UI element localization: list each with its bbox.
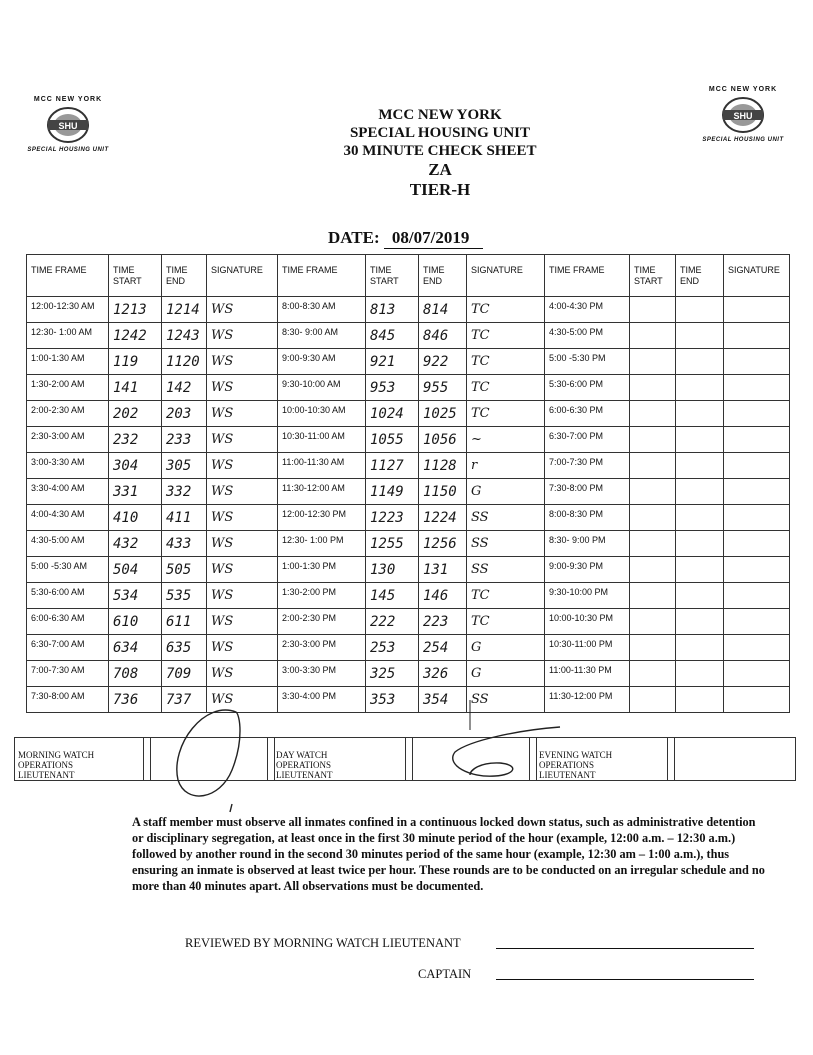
- time-frame-cell: 1:30-2:00 AM: [27, 375, 109, 401]
- time-entry-cell: 955: [419, 375, 467, 401]
- time-entry-cell: 325: [366, 661, 419, 687]
- empty-cell: [630, 661, 676, 687]
- time-frame-cell: 7:00-7:30 AM: [27, 661, 109, 687]
- signature-cell: TC: [467, 609, 545, 635]
- time-entry-cell: 222: [366, 609, 419, 635]
- time-entry-cell: 305: [162, 453, 207, 479]
- signature-tick-icon: [230, 804, 232, 812]
- time-entry-cell: 922: [419, 349, 467, 375]
- time-frame-cell: 4:30-5:00 AM: [27, 531, 109, 557]
- empty-cell: [630, 349, 676, 375]
- empty-cell: [676, 635, 724, 661]
- shu-seal-icon: [720, 95, 766, 135]
- logo-center-text: SHU: [733, 111, 753, 121]
- captain-label: CAPTAIN: [418, 967, 472, 981]
- time-entry-cell: 504: [109, 557, 162, 583]
- time-entry-cell: 433: [162, 531, 207, 557]
- time-entry-cell: 326: [419, 661, 467, 687]
- time-entry-cell: 1213: [109, 297, 162, 323]
- watch-signature-row: [14, 737, 796, 781]
- signature-cell: WS: [207, 479, 278, 505]
- time-entry-cell: 708: [109, 661, 162, 687]
- signature-cell: SS: [467, 687, 545, 713]
- signature-cell: TC: [467, 583, 545, 609]
- table-row: [27, 297, 790, 323]
- time-entry-cell: 505: [162, 557, 207, 583]
- review-label: REVIEWED BY MORNING WATCH LIEUTENANT: [185, 936, 461, 950]
- time-entry-cell: 953: [366, 375, 419, 401]
- empty-cell: [676, 531, 724, 557]
- time-frame-cell: 10:00-10:30 PM: [545, 609, 630, 635]
- time-entry-cell: 1243: [162, 323, 207, 349]
- logo-center-text: SHU: [58, 121, 78, 131]
- signature-cell: TC: [467, 401, 545, 427]
- header-line4: ZA: [428, 160, 452, 179]
- time-entry-cell: 1127: [366, 453, 419, 479]
- time-frame-cell: 12:00-12:30 PM: [278, 505, 366, 531]
- time-frame-cell: 11:00-11:30 AM: [278, 453, 366, 479]
- evening-watch-label: EVENING WATCH OPERATIONS LIEUTENANT: [539, 750, 613, 780]
- signature-cell: WS: [207, 687, 278, 713]
- time-entry-cell: 611: [162, 609, 207, 635]
- time-frame-cell: 3:30-4:00 PM: [278, 687, 366, 713]
- logo-bottom-text: SPECIAL HOUSING UNIT: [702, 137, 784, 143]
- signature-cell: TC: [467, 375, 545, 401]
- time-entry-cell: 535: [162, 583, 207, 609]
- logo-bottom-text: SPECIAL HOUSING UNIT: [27, 147, 109, 153]
- table-row: [27, 427, 790, 453]
- time-entry-cell: 233: [162, 427, 207, 453]
- time-entry-cell: 736: [109, 687, 162, 713]
- empty-cell: [630, 557, 676, 583]
- signature-cell: r: [467, 453, 545, 479]
- empty-cell: [630, 323, 676, 349]
- time-entry-cell: 202: [109, 401, 162, 427]
- time-entry-cell: 1223: [366, 505, 419, 531]
- time-frame-cell: 1:00-1:30 AM: [27, 349, 109, 375]
- time-entry-cell: 146: [419, 583, 467, 609]
- time-frame-cell: 9:00-9:30 PM: [545, 557, 630, 583]
- empty-cell: [724, 583, 790, 609]
- morning-watch-box: [143, 738, 151, 780]
- empty-cell: [676, 687, 724, 713]
- time-frame-cell: 4:00-4:30 PM: [545, 297, 630, 323]
- morning-watch-label: MORNING WATCH OPERATIONS LIEUTENANT: [18, 750, 95, 780]
- empty-cell: [724, 557, 790, 583]
- time-frame-cell: 8:00-8:30 AM: [278, 297, 366, 323]
- time-entry-cell: 354: [419, 687, 467, 713]
- time-frame-cell: 1:00-1:30 PM: [278, 557, 366, 583]
- time-entry-cell: 254: [419, 635, 467, 661]
- table-row: [27, 635, 790, 661]
- column-header: TIME FRAME: [278, 255, 366, 297]
- time-frame-cell: 5:30-6:00 AM: [27, 583, 109, 609]
- column-header: SIGNATURE: [207, 255, 278, 297]
- column-header: SIGNATURE: [724, 255, 790, 297]
- time-entry-cell: 1150: [419, 479, 467, 505]
- empty-cell: [724, 531, 790, 557]
- column-header: TIME END: [162, 255, 207, 297]
- empty-cell: [630, 635, 676, 661]
- signature-cell: WS: [207, 323, 278, 349]
- empty-cell: [676, 453, 724, 479]
- logo-top-text: MCC NEW YORK: [33, 96, 103, 103]
- time-entry-cell: 709: [162, 661, 207, 687]
- time-entry-cell: 1224: [419, 505, 467, 531]
- time-entry-cell: 332: [162, 479, 207, 505]
- time-frame-cell: 9:30-10:00 PM: [545, 583, 630, 609]
- time-frame-cell: 4:00-4:30 AM: [27, 505, 109, 531]
- time-entry-cell: 846: [419, 323, 467, 349]
- day-watch-box-left: [267, 738, 275, 780]
- time-entry-cell: 635: [162, 635, 207, 661]
- empty-cell: [676, 557, 724, 583]
- time-entry-cell: 130: [366, 557, 419, 583]
- time-entry-cell: 845: [366, 323, 419, 349]
- day-watch-label: DAY WATCH OPERATIONS LIEUTENANT: [276, 750, 333, 780]
- time-frame-cell: 3:30-4:00 AM: [27, 479, 109, 505]
- time-entry-cell: 131: [419, 557, 467, 583]
- empty-cell: [724, 323, 790, 349]
- empty-cell: [724, 479, 790, 505]
- signature-cell: WS: [207, 583, 278, 609]
- time-frame-cell: 8:30- 9:00 AM: [278, 323, 366, 349]
- time-entry-cell: 331: [109, 479, 162, 505]
- signature-cell: G: [467, 635, 545, 661]
- empty-cell: [630, 375, 676, 401]
- empty-cell: [724, 375, 790, 401]
- time-entry-cell: 634: [109, 635, 162, 661]
- time-entry-cell: 253: [366, 635, 419, 661]
- table-row: [27, 453, 790, 479]
- table-row: [27, 375, 790, 401]
- column-header: TIME FRAME: [27, 255, 109, 297]
- time-entry-cell: 1024: [366, 401, 419, 427]
- signature-cell: TC: [467, 297, 545, 323]
- time-entry-cell: 1214: [162, 297, 207, 323]
- signature-cell: ~: [467, 427, 545, 453]
- signature-cell: SS: [467, 557, 545, 583]
- empty-cell: [724, 687, 790, 713]
- signature-cell: WS: [207, 401, 278, 427]
- header-line3: 30 MINUTE CHECK SHEET: [343, 143, 537, 159]
- time-entry-cell: 610: [109, 609, 162, 635]
- sheet-header: [250, 106, 630, 200]
- time-frame-cell: 10:00-10:30 AM: [278, 401, 366, 427]
- empty-cell: [676, 583, 724, 609]
- table-row: [27, 505, 790, 531]
- captain-signature-line: [496, 979, 754, 980]
- signature-cell: WS: [207, 453, 278, 479]
- empty-cell: [676, 401, 724, 427]
- empty-cell: [630, 583, 676, 609]
- time-frame-cell: 7:30-8:00 AM: [27, 687, 109, 713]
- signature-cell: SS: [467, 505, 545, 531]
- time-frame-cell: 1:30-2:00 PM: [278, 583, 366, 609]
- empty-cell: [724, 609, 790, 635]
- signature-cell: WS: [207, 375, 278, 401]
- check-table: [26, 254, 790, 713]
- date-value: 08/07/2019: [384, 228, 483, 249]
- time-entry-cell: 304: [109, 453, 162, 479]
- signature-cell: WS: [207, 427, 278, 453]
- time-entry-cell: 737: [162, 687, 207, 713]
- time-entry-cell: 353: [366, 687, 419, 713]
- empty-cell: [630, 427, 676, 453]
- time-entry-cell: 141: [109, 375, 162, 401]
- empty-cell: [676, 349, 724, 375]
- time-frame-cell: 11:30-12:00 AM: [278, 479, 366, 505]
- signature-cell: WS: [207, 661, 278, 687]
- time-frame-cell: 2:00-2:30 PM: [278, 609, 366, 635]
- empty-cell: [630, 453, 676, 479]
- empty-cell: [724, 349, 790, 375]
- signature-cell: WS: [207, 635, 278, 661]
- time-entry-cell: 1120: [162, 349, 207, 375]
- evening-watch-box: [667, 738, 675, 780]
- time-frame-cell: 11:30-12:00 PM: [545, 687, 630, 713]
- empty-cell: [724, 453, 790, 479]
- time-frame-cell: 3:00-3:30 AM: [27, 453, 109, 479]
- logo-left: [18, 96, 118, 153]
- time-frame-cell: 8:30- 9:00 PM: [545, 531, 630, 557]
- time-frame-cell: 12:00-12:30 AM: [27, 297, 109, 323]
- empty-cell: [676, 479, 724, 505]
- column-header: TIME END: [419, 255, 467, 297]
- table-row: [27, 349, 790, 375]
- instructions-paragraph: A staff member must observe all inmates confined in a continuous locked down status, such as administrative detention or disciplinary segregation, at least once in the first 30 minute period of the hour (example, 12:00 a.m. – 12:30 a.m.) followed by another round in the second 30 minutes period of the same hour (example, 12:30 am – 1:00 a.m.), thus ensuring an inmate is observed at least twice per hour. These rounds are to be conducted on an irregular schedule and no more than 40 minutes apart. All observations must be documented.: [132, 815, 765, 893]
- time-entry-cell: 1149: [366, 479, 419, 505]
- time-frame-cell: 5:30-6:00 PM: [545, 375, 630, 401]
- empty-cell: [630, 609, 676, 635]
- time-entry-cell: 145: [366, 583, 419, 609]
- signature-cell: WS: [207, 297, 278, 323]
- table-row: [27, 323, 790, 349]
- time-entry-cell: 1255: [366, 531, 419, 557]
- time-frame-cell: 12:30- 1:00 AM: [27, 323, 109, 349]
- time-entry-cell: 410: [109, 505, 162, 531]
- signature-cell: WS: [207, 557, 278, 583]
- time-frame-cell: 6:30-7:00 PM: [545, 427, 630, 453]
- empty-cell: [630, 479, 676, 505]
- signature-cell: G: [467, 479, 545, 505]
- time-frame-cell: 6:00-6:30 PM: [545, 401, 630, 427]
- empty-cell: [630, 505, 676, 531]
- time-entry-cell: 813: [366, 297, 419, 323]
- column-header: TIME START: [630, 255, 676, 297]
- time-frame-cell: 10:30-11:00 PM: [545, 635, 630, 661]
- time-entry-cell: 1055: [366, 427, 419, 453]
- evening-watch-box-left: [529, 738, 537, 780]
- signature-cell: TC: [467, 323, 545, 349]
- empty-cell: [676, 505, 724, 531]
- signature-cell: SS: [467, 531, 545, 557]
- time-entry-cell: 534: [109, 583, 162, 609]
- time-entry-cell: 1025: [419, 401, 467, 427]
- time-frame-cell: 11:00-11:30 PM: [545, 661, 630, 687]
- empty-cell: [724, 297, 790, 323]
- signature-cell: TC: [467, 349, 545, 375]
- column-header: SIGNATURE: [467, 255, 545, 297]
- time-entry-cell: 203: [162, 401, 207, 427]
- time-entry-cell: 119: [109, 349, 162, 375]
- empty-cell: [676, 297, 724, 323]
- time-frame-cell: 10:30-11:00 AM: [278, 427, 366, 453]
- time-frame-cell: 6:30-7:00 AM: [27, 635, 109, 661]
- column-header: TIME END: [676, 255, 724, 297]
- logo-top-text: MCC NEW YORK: [708, 86, 778, 93]
- column-header: TIME START: [366, 255, 419, 297]
- empty-cell: [676, 323, 724, 349]
- day-watch-box: [405, 738, 413, 780]
- time-entry-cell: 814: [419, 297, 467, 323]
- column-header: TIME START: [109, 255, 162, 297]
- header-line2: SPECIAL HOUSING UNIT: [349, 125, 531, 141]
- empty-cell: [630, 297, 676, 323]
- table-row: [27, 401, 790, 427]
- time-frame-cell: 9:30-10:00 AM: [278, 375, 366, 401]
- time-frame-cell: 7:30-8:00 PM: [545, 479, 630, 505]
- empty-cell: [724, 661, 790, 687]
- time-frame-cell: 5:00 -5:30 AM: [27, 557, 109, 583]
- time-entry-cell: 1056: [419, 427, 467, 453]
- time-entry-cell: 411: [162, 505, 207, 531]
- table-row: [27, 687, 790, 713]
- empty-cell: [724, 505, 790, 531]
- table-row: [27, 661, 790, 687]
- empty-cell: [676, 427, 724, 453]
- time-frame-cell: 2:00-2:30 AM: [27, 401, 109, 427]
- date-field: [328, 228, 483, 249]
- table-row: [27, 609, 790, 635]
- time-entry-cell: 432: [109, 531, 162, 557]
- empty-cell: [630, 531, 676, 557]
- time-entry-cell: 142: [162, 375, 207, 401]
- time-frame-cell: 5:00 -5:30 PM: [545, 349, 630, 375]
- signature-cell: G: [467, 661, 545, 687]
- table-header-row: [27, 255, 790, 297]
- time-entry-cell: 223: [419, 609, 467, 635]
- time-frame-cell: 2:30-3:00 PM: [278, 635, 366, 661]
- time-entry-cell: 1256: [419, 531, 467, 557]
- shu-seal-icon: [45, 105, 91, 145]
- signature-cell: WS: [207, 531, 278, 557]
- time-frame-cell: 2:30-3:00 AM: [27, 427, 109, 453]
- time-frame-cell: 3:00-3:30 PM: [278, 661, 366, 687]
- empty-cell: [630, 401, 676, 427]
- signature-cell: WS: [207, 505, 278, 531]
- time-frame-cell: 6:00-6:30 AM: [27, 609, 109, 635]
- logo-right: [693, 86, 793, 143]
- empty-cell: [676, 375, 724, 401]
- header-line5: TIER-H: [409, 180, 471, 199]
- empty-cell: [724, 635, 790, 661]
- time-entry-cell: 921: [366, 349, 419, 375]
- empty-cell: [676, 609, 724, 635]
- time-frame-cell: 4:30-5:00 PM: [545, 323, 630, 349]
- time-entry-cell: 1128: [419, 453, 467, 479]
- empty-cell: [724, 427, 790, 453]
- date-label: DATE:: [328, 228, 380, 247]
- signature-cell: WS: [207, 609, 278, 635]
- signature-cell: WS: [207, 349, 278, 375]
- empty-cell: [676, 661, 724, 687]
- time-entry-cell: 232: [109, 427, 162, 453]
- column-header: TIME FRAME: [545, 255, 630, 297]
- review-signature-line: [496, 948, 754, 949]
- table-row: [27, 531, 790, 557]
- time-frame-cell: 8:00-8:30 PM: [545, 505, 630, 531]
- time-frame-cell: 9:00-9:30 AM: [278, 349, 366, 375]
- table-row: [27, 557, 790, 583]
- time-frame-cell: 12:30- 1:00 PM: [278, 531, 366, 557]
- time-frame-cell: 7:00-7:30 PM: [545, 453, 630, 479]
- table-row: [27, 479, 790, 505]
- header-line1: MCC NEW YORK: [378, 107, 502, 123]
- empty-cell: [630, 687, 676, 713]
- empty-cell: [724, 401, 790, 427]
- time-entry-cell: 1242: [109, 323, 162, 349]
- table-row: [27, 583, 790, 609]
